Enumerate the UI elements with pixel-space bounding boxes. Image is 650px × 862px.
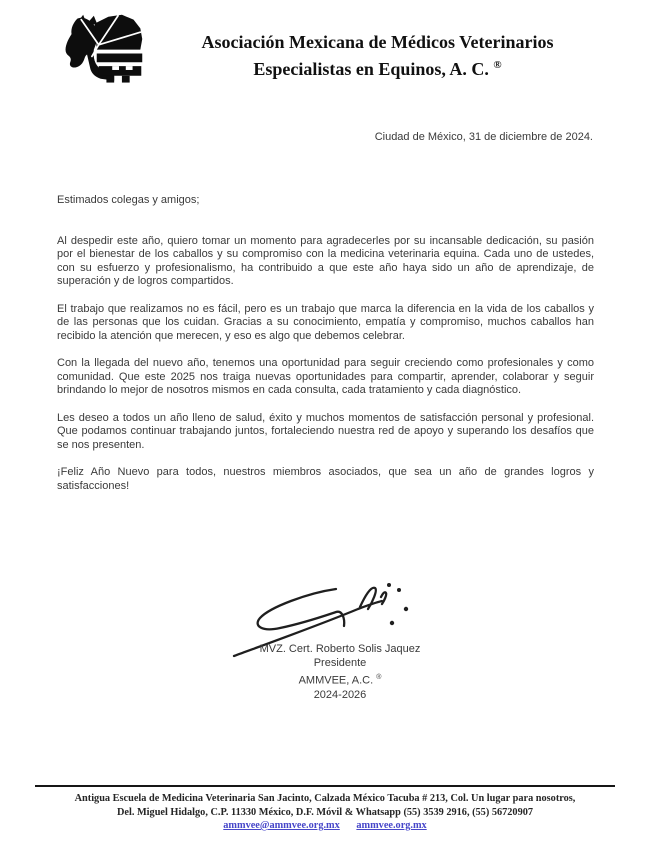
letter-body bbox=[57, 194, 594, 507]
registered-mark: ® bbox=[493, 59, 502, 71]
signatory-title: Presidente bbox=[313, 657, 367, 670]
signatory-term: 2024-2026 bbox=[313, 688, 367, 701]
horse-head-logo-icon bbox=[58, 12, 150, 96]
signatory-name: MVZ. Cert. Roberto Solis Jaquez bbox=[259, 643, 421, 655]
footer-links bbox=[35, 819, 615, 833]
letter-paragraph-5: ¡Feliz Año Nuevo para todos, nuestros miembros asociados, que sea un año de grandes logros y satisfacciones! bbox=[57, 466, 594, 492]
letter-paragraph-1: Al despedir este año, quiero tomar un momento para agradecerles por su incansable dedicación, su pasión por el bienestar de los caballos y su compromiso con la medicina veterinaria equina. Cada uno de ustedes, con su esfuerzo y profesionalismo, ha contribuido a que este año haya sido un año de aprendizaje, de superación y de logros compartidos. bbox=[57, 234, 594, 287]
footer-rule bbox=[35, 785, 615, 787]
org-title bbox=[145, 31, 610, 81]
signature-block bbox=[175, 642, 505, 702]
footer-email-link[interactable]: ammvee@ammvee.org.mx bbox=[223, 820, 340, 831]
footer-website-link[interactable]: ammvee.org.mx bbox=[356, 820, 427, 831]
registered-mark: ® bbox=[376, 673, 382, 681]
footer bbox=[35, 785, 615, 833]
letter-paragraph-2: El trabajo que realizamos no es fácil, pero es un trabajo que marca la diferencia en la vida de los caballos y de las personas que los cuidan. Gracias a su conocimiento, empatía y compromiso, muchos caballos han recibido la atención que merecen, y eso es algo que debemos celebrar. bbox=[57, 302, 594, 342]
signatory-organization: AMMVEE, A.C. ® bbox=[298, 673, 382, 687]
letter-paragraph-3: Con la llegada del nuevo año, tenemos una oportunidad para seguir creciendo como profesionales y como comunidad. Que este 2025 nos traiga nuevas oportunidades para compartir, aprender, colaborar y seguir brindando lo mejor de nosotros mismos en cada consulta, cada tratamiento y cada diagnóstico. bbox=[57, 357, 594, 396]
footer-address-line2: Del. Miguel Hidalgo, C.P. 11330 México, D.F. Móvil & Whatsapp (55) 3539 2916, (55) 56720907 bbox=[116, 806, 534, 818]
date-line: Ciudad de México, 31 de diciembre de 2024. bbox=[374, 131, 593, 143]
salutation: Estimados colegas y amigos; bbox=[57, 194, 200, 206]
letter-paragraph-4: Les deseo a todos un año lleno de salud, éxito y muchos momentos de satisfacción personal y profesional. Que podamos continuar trabajando juntos, fortaleciendo nuestra red de apoyo y superando los desafíos que se nos presenten. bbox=[57, 411, 594, 451]
footer-address-line1: Antigua Escuela de Medicina Veterinaria San Jacinto, Calzada México Tacuba # 213, Col. Un lugar para nosotros, bbox=[74, 793, 576, 804]
org-title-line2: Especialistas en Equinos, A. C. ® bbox=[253, 59, 502, 79]
org-title-line1: Asociación Mexicana de Médicos Veterinarios bbox=[201, 32, 554, 52]
